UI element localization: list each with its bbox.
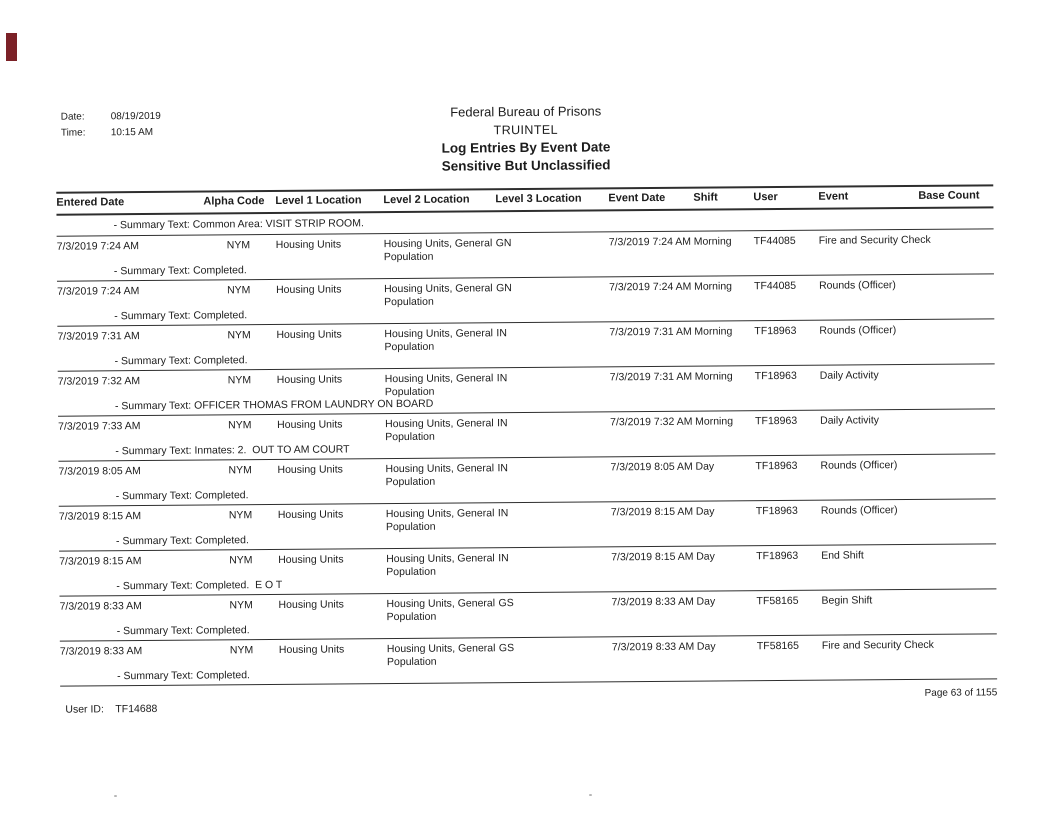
cell-entered-date: 7/3/2019 7:24 AM <box>57 285 140 298</box>
user-id-label: User ID: <box>65 703 104 716</box>
cell-event: Begin Shift <box>821 594 873 607</box>
report-title-block <box>0 99 1054 179</box>
cell-level2-location: Housing Units, General Population <box>386 642 496 668</box>
cell-event-date: 7/3/2019 7:31 AM <box>609 325 692 339</box>
cell-shift: Morning <box>695 415 734 428</box>
cell-user: TF44085 <box>753 234 796 248</box>
time-label: Time: <box>60 127 86 139</box>
cell-entered-date: 7/3/2019 7:31 AM <box>57 330 140 343</box>
cell-event-date: 7/3/2019 8:15 AM <box>610 505 694 519</box>
log-table <box>56 184 997 686</box>
cell-entered-date: 7/3/2019 8:05 AM <box>58 465 141 478</box>
table-row <box>59 543 996 595</box>
cell-alpha-code: NYM <box>226 239 251 252</box>
cell-level3-location: GN <box>495 237 512 250</box>
scan-speck <box>114 795 117 797</box>
cell-event-date: 7/3/2019 7:24 AM <box>609 280 692 294</box>
table-row <box>57 228 994 280</box>
report-footer <box>65 687 998 716</box>
column-header-level1-location: Level 1 Location <box>275 194 362 207</box>
cell-event-date: 7/3/2019 8:33 AM <box>611 595 694 609</box>
cell-event: Rounds (Officer) <box>820 504 898 517</box>
cell-shift: Morning <box>694 280 733 293</box>
classification-banner: Sensitive But Unclassified <box>441 157 611 174</box>
table-row <box>59 588 996 640</box>
column-header-entered-date: Entered Date <box>56 196 125 209</box>
cell-alpha-code: NYM <box>227 374 252 387</box>
cell-level1-location: Housing Units <box>276 373 343 386</box>
cell-entered-date: 7/3/2019 7:33 AM <box>58 420 141 433</box>
cell-level1-location: Housing Units <box>276 328 342 341</box>
page-number: Page 63 of 1155 <box>924 687 998 699</box>
cell-entered-date: 7/3/2019 7:24 AM <box>56 240 140 253</box>
cell-event: Daily Activity <box>819 369 879 382</box>
cell-shift: Day <box>696 640 716 653</box>
cell-user: TF18963 <box>755 414 798 428</box>
cell-entered-date: 7/3/2019 7:32 AM <box>57 375 141 388</box>
cell-shift: Morning <box>694 370 733 383</box>
cell-level1-location: Housing Units <box>277 508 344 521</box>
cell-user: TF18963 <box>754 324 797 338</box>
summary-text: - Summary Text: Inmates: 2. OUT TO AM COURT <box>115 443 350 458</box>
cell-event-date: 7/3/2019 8:05 AM <box>610 460 693 474</box>
user-id-value: TF14688 <box>115 702 158 716</box>
column-header-base-count: Base Count <box>918 189 980 202</box>
cell-level2-location: Housing Units, General Population <box>384 282 493 308</box>
summary-text: - Summary Text: Completed. <box>115 489 249 503</box>
cell-level3-location: IN <box>496 372 508 385</box>
cell-event-date: 7/3/2019 8:33 AM <box>611 640 695 654</box>
cell-entered-date: 7/3/2019 8:15 AM <box>59 555 142 568</box>
cell-user: TF18963 <box>756 549 799 563</box>
cell-event: Daily Activity <box>820 414 880 427</box>
cell-level2-location: Housing Units, General Population <box>386 597 496 623</box>
cell-level2-location: Housing Units, General Population <box>383 237 493 263</box>
table-body <box>57 228 998 686</box>
cell-event-date: 7/3/2019 8:15 AM <box>611 550 694 564</box>
table-row <box>58 408 995 460</box>
scan-speck <box>589 794 592 796</box>
date-value: 08/19/2019 <box>110 110 161 123</box>
cell-level2-location: Housing Units, General Population <box>384 372 494 398</box>
cell-alpha-code: NYM <box>229 644 254 657</box>
cell-level1-location: Housing Units <box>277 418 343 431</box>
date-label: Date: <box>60 111 85 123</box>
cell-event: Fire and Security Check <box>821 638 934 652</box>
cell-shift: Day <box>696 550 715 563</box>
cell-level1-location: Housing Units <box>278 553 344 566</box>
summary-text: - Summary Text: Completed. E O T <box>116 578 283 593</box>
cell-entered-date: 7/3/2019 8:33 AM <box>59 645 143 658</box>
cell-user: TF58165 <box>756 594 799 608</box>
cell-alpha-code: NYM <box>228 509 253 522</box>
time-value: 10:15 AM <box>110 126 154 139</box>
summary-text: - Summary Text: Completed. <box>114 354 248 368</box>
cell-event: End Shift <box>821 549 864 562</box>
cell-level3-location: IN <box>497 417 508 430</box>
cell-level3-location: IN <box>498 552 509 565</box>
summary-text: - Summary Text: Completed. <box>116 624 250 638</box>
cell-event-date: 7/3/2019 7:31 AM <box>609 370 693 384</box>
table-row <box>57 318 994 370</box>
cell-level1-location: Housing Units <box>278 598 344 611</box>
cell-event: Rounds (Officer) <box>819 324 897 337</box>
cell-event-date: 7/3/2019 7:24 AM <box>608 235 692 249</box>
column-header-event: Event <box>818 190 849 203</box>
cell-alpha-code: NYM <box>228 464 252 477</box>
cell-level1-location: Housing Units <box>275 238 342 251</box>
cell-level1-location: Housing Units <box>277 463 343 476</box>
column-header-level2-location: Level 2 Location <box>383 193 470 207</box>
cell-alpha-code: NYM <box>227 329 251 342</box>
cell-shift: Morning <box>694 325 733 338</box>
summary-text: - Summary Text: Completed. <box>113 264 247 278</box>
table-row <box>60 633 997 685</box>
cell-level2-location: Housing Units, General Population <box>385 507 495 533</box>
column-header-event-date: Event Date <box>608 191 666 205</box>
cell-level3-location: IN <box>497 507 509 520</box>
cell-event: Fire and Security Check <box>818 233 931 247</box>
cell-entered-date: 7/3/2019 8:33 AM <box>59 600 142 613</box>
cell-level1-location: Housing Units <box>278 643 345 656</box>
cell-shift: Day <box>695 460 715 473</box>
cell-user: TF18963 <box>754 369 797 383</box>
column-header-alpha-code: Alpha Code <box>203 195 265 208</box>
cell-level2-location: Housing Units, General Population <box>385 462 495 488</box>
summary-text: - Summary Text: Completed. <box>117 669 250 683</box>
carryover-summary-text: - Summary Text: Common Area: VISIT STRIP ROOM. <box>113 217 364 232</box>
cell-event: Rounds (Officer) <box>820 459 898 472</box>
cell-level3-location: GS <box>498 642 515 655</box>
table-row <box>59 498 996 550</box>
cell-alpha-code: NYM <box>229 599 253 612</box>
cell-event-date: 7/3/2019 7:32 AM <box>610 415 693 429</box>
cell-level1-location: Housing Units <box>276 283 342 296</box>
cell-alpha-code: NYM <box>228 419 252 432</box>
cell-entered-date: 7/3/2019 8:15 AM <box>58 510 142 523</box>
cell-user: TF18963 <box>755 504 798 518</box>
summary-text: - Summary Text: Completed. <box>115 534 249 548</box>
cell-alpha-code: NYM <box>227 284 251 297</box>
cell-user: TF58165 <box>756 639 799 653</box>
summary-text: - Summary Text: Completed. <box>114 309 248 323</box>
cell-level2-location: Housing Units, General Population <box>385 417 494 443</box>
cell-level2-location: Housing Units, General Population <box>384 327 494 353</box>
column-header-level3-location: Level 3 Location <box>495 192 582 206</box>
cell-user: TF44085 <box>753 279 797 293</box>
column-header-user: User <box>753 191 778 204</box>
cell-level2-location: Housing Units, General Population <box>386 552 495 578</box>
cell-event: Rounds (Officer) <box>818 279 896 292</box>
cell-shift: Morning <box>693 235 732 248</box>
summary-text: - Summary Text: OFFICER THOMAS FROM LAUNDRY ON BOARD <box>114 397 434 413</box>
system-name: TRUINTEL <box>493 122 559 138</box>
cell-level3-location: IN <box>497 462 509 475</box>
table-row <box>58 453 995 505</box>
cell-shift: Day <box>695 505 715 518</box>
cell-level3-location: IN <box>496 327 507 340</box>
table-row <box>58 363 995 415</box>
agency-name: Federal Bureau of Prisons <box>450 103 602 120</box>
cell-level3-location: GN <box>496 282 512 295</box>
cell-alpha-code: NYM <box>229 554 253 567</box>
column-header-shift: Shift <box>693 191 718 204</box>
cell-shift: Day <box>696 595 716 608</box>
cell-user: TF18963 <box>755 459 798 473</box>
report-title: Log Entries By Event Date <box>441 139 611 156</box>
cell-level3-location: GS <box>498 597 514 610</box>
table-row <box>57 273 994 325</box>
